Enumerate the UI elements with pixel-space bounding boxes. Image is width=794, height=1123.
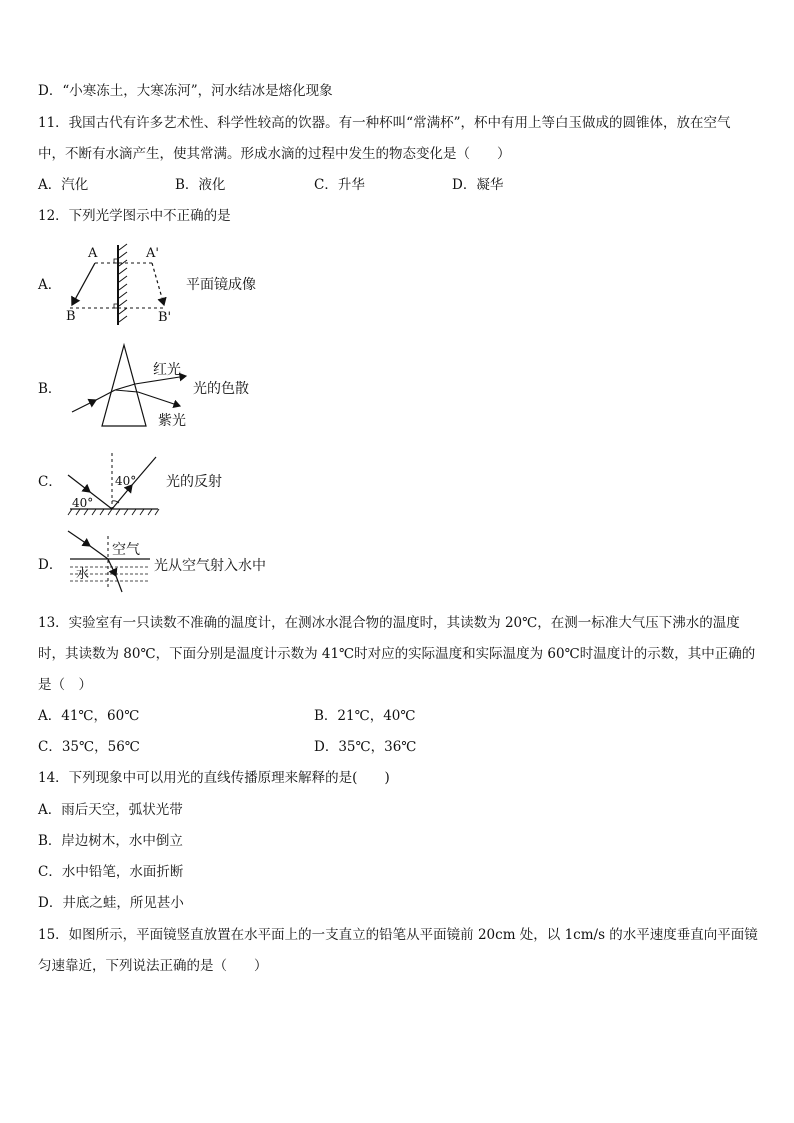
incident-ray-d-end bbox=[90, 546, 108, 559]
prism-dispersion-figure bbox=[60, 340, 270, 432]
label-air: 空气 bbox=[112, 542, 140, 558]
label-angle-left: 40° bbox=[72, 496, 94, 510]
incident-ray-d bbox=[68, 531, 90, 546]
plane-mirror-figure bbox=[60, 240, 270, 330]
q12-option-d-letter: D． bbox=[38, 557, 63, 573]
violet-ray-out bbox=[138, 392, 180, 406]
q14-option-a: A．雨后天空，弧状光带 bbox=[38, 802, 183, 818]
q13-stem-line3: 是（ ） bbox=[38, 677, 92, 693]
mirror-hatching bbox=[119, 244, 127, 322]
label-red-light: 红光 bbox=[153, 362, 181, 378]
image-arrow bbox=[152, 263, 164, 305]
q11-option-d: D．凝华 bbox=[452, 177, 504, 193]
q13-option-a: A．41℃，60℃ bbox=[38, 708, 140, 724]
q13-option-d: D．35℃，36℃ bbox=[314, 739, 417, 755]
incident-ray-c-end bbox=[90, 492, 112, 509]
caption-refraction: 光从空气射入水中 bbox=[154, 558, 266, 574]
q10-option-d: D．“小寒冻土，大寒冻河”，河水结冰是熔化现象 bbox=[38, 83, 333, 99]
q14-option-d: D．井底之蛙，所见甚小 bbox=[38, 895, 184, 911]
q13-stem-line1: 13．实验室有一只读数不准确的温度计，在测冰水混合物的温度时，其读数为 20℃，在测一标准大气压下沸水的温度 bbox=[38, 615, 740, 631]
q12-option-a-letter: A． bbox=[38, 277, 62, 293]
label-a-prime: A' bbox=[146, 246, 159, 261]
q13-option-c: C．35℃，56℃ bbox=[38, 739, 140, 755]
label-a: A bbox=[88, 246, 98, 261]
q11-option-b: B．液化 bbox=[175, 177, 226, 193]
object-arrow bbox=[72, 263, 95, 305]
reflected-ray-c bbox=[112, 485, 132, 509]
red-ray-inside bbox=[115, 384, 135, 390]
q14-option-c: C．水中铅笔，水面折断 bbox=[38, 864, 184, 880]
incident-ray-inner bbox=[96, 390, 115, 400]
q11-option-a: A．汽化 bbox=[38, 177, 89, 193]
q15-stem-line1: 15．如图所示，平面镜竖直放置在水平面上的一支直立的铅笔从平面镜前 20cm 处，以 1cm/s 的水平速度垂直向平面镜 bbox=[38, 927, 758, 943]
q14-option-b: B．岸边树木，水中倒立 bbox=[38, 833, 183, 849]
refracted-ray-d bbox=[108, 559, 116, 576]
refracted-ray-d-end bbox=[116, 576, 122, 592]
caption-dispersion: 光的色散 bbox=[193, 381, 249, 397]
caption-plane-mirror: 平面镜成像 bbox=[186, 277, 256, 293]
q13-stem-line2: 时，其读数为 80℃，下面分别是温度计示数为 41℃时对应的实际温度和实际温度为 60℃时温度计的示数，其中正确的 bbox=[38, 646, 756, 662]
q12-option-b-letter: B． bbox=[38, 381, 62, 397]
incident-ray-c bbox=[68, 475, 90, 492]
q15-stem-line2: 匀速靠近，下列说法正确的是（ ） bbox=[38, 958, 268, 974]
q11-stem-line2: 中，不断有水滴产生，使其常满。形成水滴的过程中发生的物态变化是（ ） bbox=[38, 146, 511, 162]
prism-triangle bbox=[102, 345, 146, 426]
label-b: B bbox=[66, 309, 76, 324]
label-b-prime: B' bbox=[158, 310, 172, 325]
q12-option-c-letter: C． bbox=[38, 474, 62, 490]
label-violet-light: 紫光 bbox=[158, 413, 186, 429]
q12-stem: 12．下列光学图示中不正确的是 bbox=[38, 208, 231, 224]
q13-option-b: B．21℃，40℃ bbox=[314, 708, 416, 724]
incident-ray bbox=[72, 400, 96, 412]
q14-stem: 14．下列现象中可以用光的直线传播原理来解释的是( ) bbox=[38, 770, 390, 786]
caption-reflection: 光的反射 bbox=[166, 474, 222, 490]
label-angle-top: 40° bbox=[115, 474, 137, 488]
q11-option-c: C．升华 bbox=[314, 177, 365, 193]
q11-stem-line1: 11．我国古代有许多艺术性、科学性较高的饮器。有一种杯叫“常满杯”，杯中有用上等白玉做成的圆锥体，放在空气 bbox=[38, 115, 731, 131]
label-water: 水 bbox=[76, 567, 90, 582]
refraction-figure bbox=[60, 526, 280, 598]
reflection-figure bbox=[60, 445, 260, 523]
violet-ray-inside bbox=[115, 390, 138, 392]
